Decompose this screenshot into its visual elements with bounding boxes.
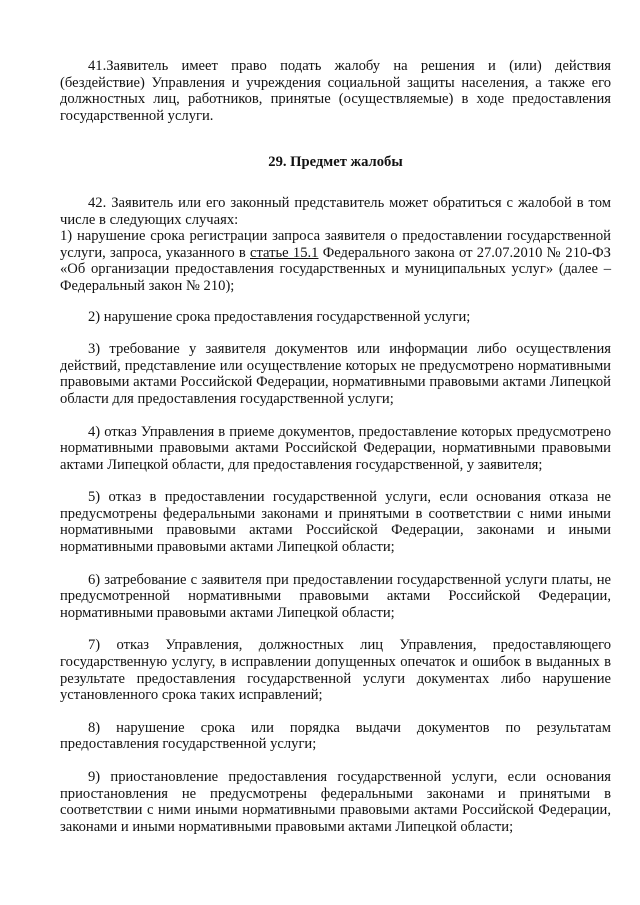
- list-item-6: 6) затребование с заявителя при предоставлении государственной услуги платы, не предусмотренной нормативными правовыми актами Российской Федерации, нормативными правовыми актами Липецкой области;: [60, 571, 611, 621]
- document-page: [60, 58, 611, 835]
- list-item-5: 5) отказ в предоставлении государственной услуги, если основания отказа не предусмотрены федеральными законами и принятыми в соответствии с ними иными нормативными правовыми актами Российской Федерации, законами и иными нормативными правовыми актами Липецкой области;: [60, 489, 611, 556]
- list-item-4: 4) отказ Управления в приеме документов, предоставление которых предусмотрено нормативными правовыми актами Российской Федерации, нормативными правовыми актами Липецкой области, для предоставления государственной, у заявителя;: [60, 423, 611, 473]
- list-item-2: 2) нарушение срока предоставления государственной услуги;: [88, 308, 471, 325]
- paragraph-42: 42. Заявитель или его законный представитель может обратиться с жалобой в том числе в следующих случаях:: [60, 194, 611, 228]
- section-heading: 29. Предмет жалобы: [268, 154, 403, 171]
- list-item-1: [60, 228, 611, 294]
- list-item-9: 9) приостановление предоставления государственной услуги, если основания приостановления не предусмотрены федеральными законами и принятыми в соответствии с ними иными нормативными правовыми актами Российской Федерации, законами и иными нормативными правовыми актами Липецкой области;: [60, 769, 611, 835]
- law-article-link[interactable]: статье 15.1: [250, 244, 319, 261]
- list-item-1-text-a: 1) нарушение срока регистрации запроса заявителя о предоставлении государственной услуги, запроса, указанного в: [60, 228, 611, 261]
- list-item-1-text-b: Федерального закона от 27.07.2010 № 210-ФЗ «Об организации предоставления государственных и муниципальных услуг» (далее – Федеральный закон № 210);: [60, 244, 611, 294]
- list-item-3: 3) требование у заявителя документов или информации либо осуществления действий, представление или осуществление которых не предусмотрено нормативными правовыми актами Российской Федерации, нормативными правовыми актами Липецкой области для предоставления государственной услуги;: [60, 341, 611, 407]
- list-item-8: 8) нарушение срока или порядка выдачи документов по результатам предоставления государственной услуги;: [60, 719, 611, 753]
- list-item-7: 7) отказ Управления, должностных лиц Управления, предоставляющего государственную услугу, в исправлении допущенных опечаток и ошибок в выданных в результате предоставления государственной услуги документах либо нарушение установленного срока таких исправлений;: [60, 637, 611, 704]
- paragraph-41: 41.Заявитель имеет право подать жалобу на решения и (или) действия (бездействие) Управления и учреждения социальной защиты населения, а также его должностных лиц, работников, принятые (осуществляемые) в ходе предоставления государственной услуги.: [60, 58, 611, 124]
